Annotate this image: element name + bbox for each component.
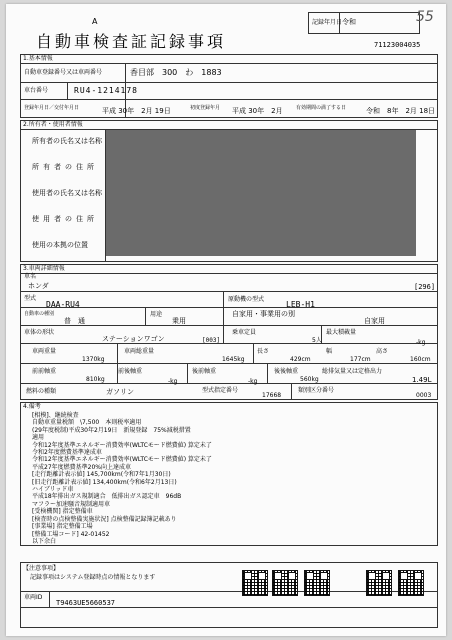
vehicle-inspection-record <box>6 4 446 636</box>
document-number: 71123004035 <box>374 41 421 49</box>
vin-label: 車台番号 <box>24 87 49 94</box>
length-value: 429cm <box>290 356 311 363</box>
car-id-label: 車両ID <box>24 594 43 601</box>
rear1-axle-value: -kg <box>248 378 258 385</box>
rear1-axle-label: 後前軸重 <box>192 368 217 375</box>
front-axle-value: 810kg <box>86 376 105 383</box>
width-label: 幅 <box>326 348 333 355</box>
qr-code-3 <box>304 570 330 596</box>
plate-value: 香目部 300 わ 1883 <box>130 68 222 77</box>
remark-line: [旧走行距離計表示値] 134,400km(令和6年2月13日) <box>32 478 177 486</box>
base-location-label: 使用の本拠の位置 <box>32 241 88 249</box>
model-label: 型式 <box>24 295 37 302</box>
remark-line: [受検機関] 指定整備車 <box>32 508 93 516</box>
remark-line: [走行距離計表示値] 145,700km(令和7年1月30日) <box>32 471 171 479</box>
qr-code-1 <box>242 570 268 596</box>
body-code: [003] <box>202 337 221 344</box>
expiry-value: 令和 8年 2月 18日 <box>366 107 436 115</box>
section4-heading: 4.備考 <box>23 403 41 410</box>
remark-line: 平成27年度燃費基準20%向上達成車 <box>32 463 131 471</box>
fuel-label: 燃料の種類 <box>26 388 57 395</box>
remark-line: 平成18年排出ガス規制適合 低排出ガス認定車 96dB <box>32 493 182 501</box>
capacity-value: 5人 <box>312 337 322 344</box>
remark-line: 令和2年度燃費基準達成車 <box>32 449 102 457</box>
handwritten-mark: 55 <box>416 9 434 25</box>
record-date-era: 令和 <box>342 18 356 26</box>
engine-value: LEB-H1 <box>286 300 315 309</box>
form-letter: A <box>92 17 98 26</box>
user-address-label: 使用者の住所 <box>32 215 98 223</box>
max-load-label: 最大積載量 <box>326 329 357 336</box>
remark-line: [検査時の点検整備実施状況] 点検整備記録簿記載あり <box>32 515 177 523</box>
qr-code-2 <box>272 570 298 596</box>
private-label: 自家用・事業用の別 <box>232 310 295 318</box>
remark-line: マフラー加速騒音規制適用車 <box>32 500 111 508</box>
user-name-label: 使用者の氏名又は名称 <box>32 189 102 197</box>
engine-label: 原動機の型式 <box>228 296 265 303</box>
remark-line: 以下余白 <box>32 537 57 545</box>
maker-code: [296] <box>414 283 436 291</box>
section1-heading: 1.基本情報 <box>23 55 53 62</box>
front2-axle-value: -kg <box>168 378 178 385</box>
remark-line: 自動車重量税額 \7,500 本則税率適用 <box>32 419 142 427</box>
displacement-label: 総排気量又は定格出力 <box>322 368 383 375</box>
remark-line: [相模]、継続検査 <box>32 412 79 419</box>
record-date-label: 記録年月日 <box>312 19 343 26</box>
private-value: 自家用 <box>364 317 385 325</box>
vin-value: RU4-1214178 <box>74 86 138 95</box>
document-title: 自動車検査証記録事項 <box>36 32 227 51</box>
car-id-value: T9463UE5660537 <box>56 599 116 607</box>
type-no-label: 型式指定番号 <box>202 387 239 394</box>
body-value: ステーションワゴン <box>102 335 165 343</box>
width-value: 177cm <box>350 356 371 363</box>
displacement-value: 1.49L <box>412 376 432 384</box>
weight-label: 車両重量 <box>32 348 57 355</box>
qr-code-5 <box>398 570 424 596</box>
rear2-axle-value: 560kg <box>300 376 319 383</box>
notes-label: 【注意事項】 <box>23 565 60 572</box>
section3-heading: 3.車両詳細情報 <box>23 265 65 272</box>
class-no-label: 類別区分番号 <box>298 387 335 394</box>
remarks-list <box>32 412 212 545</box>
gross-value: 1645kg <box>222 356 245 363</box>
expiry-label: 有効期間の満了する日 <box>296 105 347 111</box>
capacity-label: 乗車定員 <box>232 329 257 336</box>
notes-text: 記録事項はシステム登録時点の情報となります <box>30 574 156 581</box>
remark-line: 令和12年度基準エネルギー消費効率(WLTCモード燃費値) 算定未了 <box>32 456 212 464</box>
length-label: 長さ <box>257 348 270 355</box>
body-label: 車体の形状 <box>24 329 55 336</box>
front2-axle-label: 前後軸重 <box>118 368 143 375</box>
type-no-value: 17668 <box>262 392 282 399</box>
maker-value: ホンダ <box>28 282 49 290</box>
rear2-axle-label: 後後軸重 <box>274 368 299 375</box>
remark-line: (29年度税制)平成30年2月19日 新規登録 75%減税措置 <box>32 426 191 434</box>
maker-label: 車名 <box>24 273 37 280</box>
first-reg-value: 平成 30年 2月 <box>232 107 283 115</box>
remark-line: [事業場] 指定整備工場 <box>32 523 93 531</box>
owner-address-label: 所有者の住所 <box>32 163 98 171</box>
owner-name-label: 所有者の氏名又は名称 <box>32 137 102 145</box>
gross-label: 車両総重量 <box>124 348 155 355</box>
max-load-value: -kg <box>416 339 426 346</box>
remark-line: 令和12年度基準エネルギー消費効率(WLTCモード燃費値) 算定未了 <box>32 441 212 449</box>
reg-date-label: 登録年月日／交付年月日 <box>24 105 80 111</box>
kind-value: 普 通 <box>64 317 85 325</box>
remark-line: ハイブリッド車 <box>32 486 74 494</box>
fuel-value: ガソリン <box>106 388 134 396</box>
height-label: 高さ <box>376 348 389 355</box>
use-value: 乗用 <box>172 317 186 325</box>
use-label: 用途 <box>150 311 163 318</box>
remark-line: 適用 <box>32 434 45 442</box>
class-no-value: 0003 <box>416 392 432 399</box>
first-reg-label: 初度登録年月 <box>190 105 221 111</box>
vehicle-detail-section <box>20 264 438 400</box>
plate-label: 自動車登録番号又は車両番号 <box>24 69 103 76</box>
reg-date-value: 平成 30年 2月 19日 <box>102 107 171 115</box>
redacted-owner-info <box>106 130 416 256</box>
weight-value: 1370kg <box>82 356 105 363</box>
qr-code-4 <box>366 570 392 596</box>
remark-line: [整備工場コード] 42-01452 <box>32 530 110 538</box>
kind-label: 自動車の種別 <box>24 311 55 317</box>
front-axle-label: 前前軸重 <box>32 368 57 375</box>
height-value: 160cm <box>410 356 431 363</box>
model-value: DAA-RU4 <box>46 300 80 309</box>
section2-heading: 2.所有者・使用者情報 <box>23 121 83 128</box>
